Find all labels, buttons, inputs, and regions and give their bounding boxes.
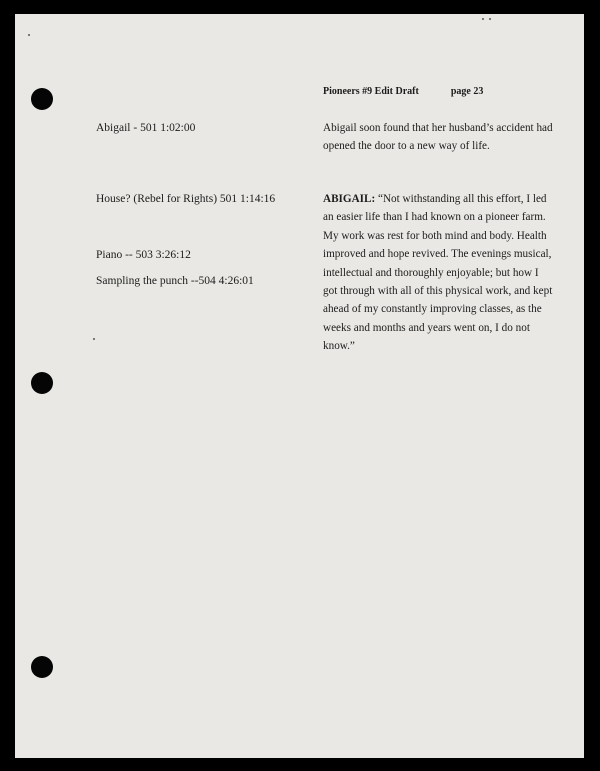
paper-speck (482, 18, 484, 20)
paper-speck (28, 34, 30, 36)
clip-reference: Abigail - 501 1:02:00 (96, 122, 196, 134)
quote-speaker: ABIGAIL: (323, 193, 376, 205)
paper-speck (489, 18, 491, 20)
document-page (15, 14, 584, 758)
punch-hole-top (31, 88, 53, 110)
document-title: Pioneers #9 Edit Draft (323, 86, 419, 97)
quote-paragraph (323, 190, 555, 356)
narration-paragraph (323, 119, 555, 156)
punch-hole-bottom (31, 656, 53, 678)
paper-speck (93, 338, 95, 340)
narration-text: Abigail soon found that her husband’s accident had opened the door to a new way of life. (323, 122, 553, 153)
page-number: page 23 (450, 86, 484, 97)
clip-reference: Piano -- 503 3:26:12 (96, 249, 191, 261)
quote-text: “Not withstanding all this effort, I led an easier life than I had known on a pioneer farm. My work was rest for both mind and body. Health improved and hope revived. The evenings musical, intellectual and thoroughly enjoyable; but how I got through with all of this physical work, and kept ahead of my constantly improving classes, as the weeks and months and years went on, I do not know.” (323, 193, 553, 353)
clip-reference: Sampling the punch --504 4:26:01 (96, 275, 254, 287)
punch-hole-middle (31, 372, 53, 394)
clip-reference: House? (Rebel for Rights) 501 1:14:16 (96, 193, 276, 205)
page-header (323, 86, 483, 97)
